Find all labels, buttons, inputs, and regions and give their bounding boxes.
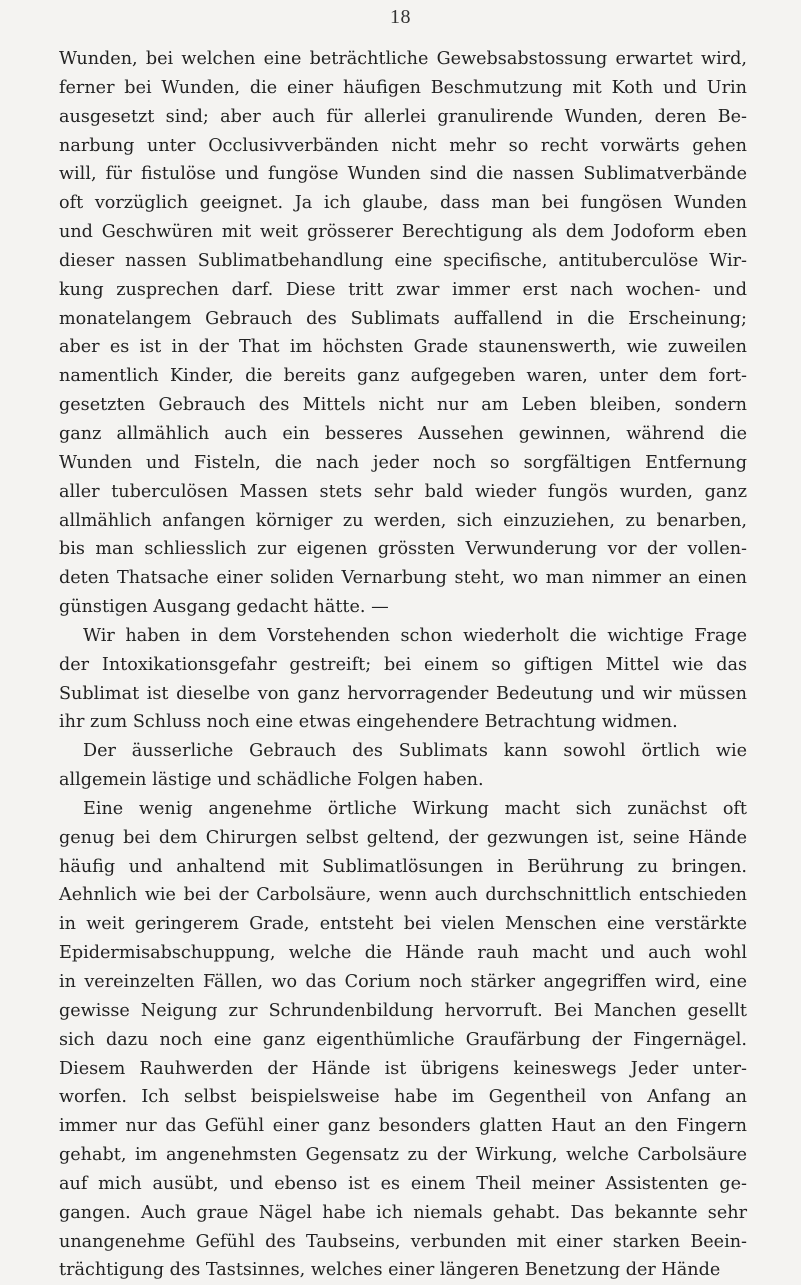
text-line: häufig und anhaltend mit Sublimatlösungen in Berührung zu bringen. [59,856,747,877]
text-line: gangen. Auch graue Nägel habe ich niemals gehabt. Das bekannte sehr [59,1202,747,1223]
text-line: ganz allmählich auch ein besseres Aussehen gewinnen, während die [59,423,747,444]
text-line: Diesem Rauhwerden der Hände ist übrigens keineswegs Jeder unter- [59,1058,747,1079]
text-line: Der äusserliche Gebrauch des Sublimats kann sowohl örtlich wie [83,741,747,762]
text-line: allgemein lästige und schädliche Folgen haben. [59,770,484,791]
text-line: gesetzten Gebrauch des Mittels nicht nur am Leben bleiben, sondern [59,395,747,416]
text-line: bis man schliesslich zur eigenen grössten Verwunderung vor der vollen- [59,539,747,560]
paragraph [59,45,747,622]
text-line: aber es ist in der That im höchsten Grade staunenswerth, wie zuweilen [59,337,747,358]
text-line: ihr zum Schluss noch eine etwas eingehendere Betrachtung widmen. [59,712,678,733]
text-line: ferner bei Wunden, die einer häufigen Beschmutzung mit Koth und Urin [59,77,747,98]
text-line: dieser nassen Sublimatbehandlung eine specifische, antituberculöse Wir- [59,250,747,271]
text-line: günstigen Ausgang gedacht hätte. — [59,597,389,618]
text-line: der Intoxikationsgefahr gestreift; bei einem so giftigen Mittel wie das [59,654,747,675]
text-line: Wunden, bei welchen eine beträchtliche Gewebsabstossung erwartet wird, [59,49,747,69]
text-line: gewisse Neigung zur Schrundenbildung hervorruft. Bei Manchen gesellt [59,1000,747,1021]
text-line: deten Thatsache einer soliden Vernarbung steht, wo man nimmer an einen [59,568,747,589]
text-line: worfen. Ich selbst beispielsweise habe im Gegentheil von Anfang an [59,1087,747,1108]
text-line: und Geschwüren mit weit grösserer Berechtigung als dem Jodoform eben [59,222,747,243]
text-line: aller tuberculösen Massen stets sehr bald wieder fungös wurden, ganz [59,481,747,502]
text-line: narbung unter Occlusivverbänden nicht mehr so recht vorwärts gehen [59,135,747,156]
page-number: 18 [390,6,411,28]
text-line: Aehnlich wie bei der Carbolsäure, wenn auch durchschnittlich entschieden [59,885,747,906]
paragraph [59,622,747,737]
text-line: unangenehme Gefühl des Taubseins, verbunden mit einer starken Beein- [59,1231,747,1252]
text-line: allmählich anfangen körniger zu werden, sich einzuziehen, zu benarben, [59,510,747,531]
text-line: kung zusprechen darf. Diese tritt zwar immer erst nach wochen- und [59,279,747,300]
paragraph [59,795,747,1285]
text-line: gehabt, im angenehmsten Gegensatz zu der Wirkung, welche Carbolsäure [59,1145,747,1166]
text-line: in weit geringerem Grade, entsteht bei vielen Menschen eine verstärkte [59,914,747,935]
paragraph [59,737,747,795]
text-line: Epidermisabschuppung, welche die Hände rauh macht und auch wohl [59,943,747,964]
text-line: monatelangem Gebrauch des Sublimats auffallend in die Erscheinung; [59,308,747,329]
text-line: Sublimat ist dieselbe von ganz hervorragender Bedeutung und wir müssen [59,683,747,704]
text-line: namentlich Kinder, die bereits ganz aufgegeben waren, unter dem fort- [59,366,747,387]
text-line: auf mich ausübt, und ebenso ist es einem Theil meiner Assistenten ge- [59,1173,747,1194]
text-line: in vereinzelten Fällen, wo das Corium noch stärker angegriffen wird, eine [59,972,747,992]
text-line: immer nur das Gefühl einer ganz besonders glatten Haut an den Fingern [59,1116,747,1137]
text-line: trächtigung des Tastsinnes, welches einer längeren Benetzung der Hände [59,1260,721,1281]
text-line: Wunden und Fisteln, die nach jeder noch so sorgfältigen Entfernung [59,452,747,473]
body-text [59,45,747,1285]
text-line: Eine wenig angenehme örtliche Wirkung macht sich zunächst oft [83,798,747,819]
text-line: ausgesetzt sind; aber auch für allerlei granulirende Wunden, deren Be- [59,106,747,127]
text-line: Wir haben in dem Vorstehenden schon wiederholt die wichtige Frage [83,625,747,646]
text-line: genug bei dem Chirurgen selbst geltend, der gezwungen ist, seine Hände [59,827,747,848]
text-line: sich dazu noch eine ganz eigenthümliche Graufärbung der Fingernägel. [59,1029,747,1050]
text-line: oft vorzüglich geeignet. Ja ich glaube, dass man bei fungösen Wunden [59,193,747,214]
text-line: will, für fistulöse und fungöse Wunden sind die nassen Sublimatverbände [59,164,747,185]
